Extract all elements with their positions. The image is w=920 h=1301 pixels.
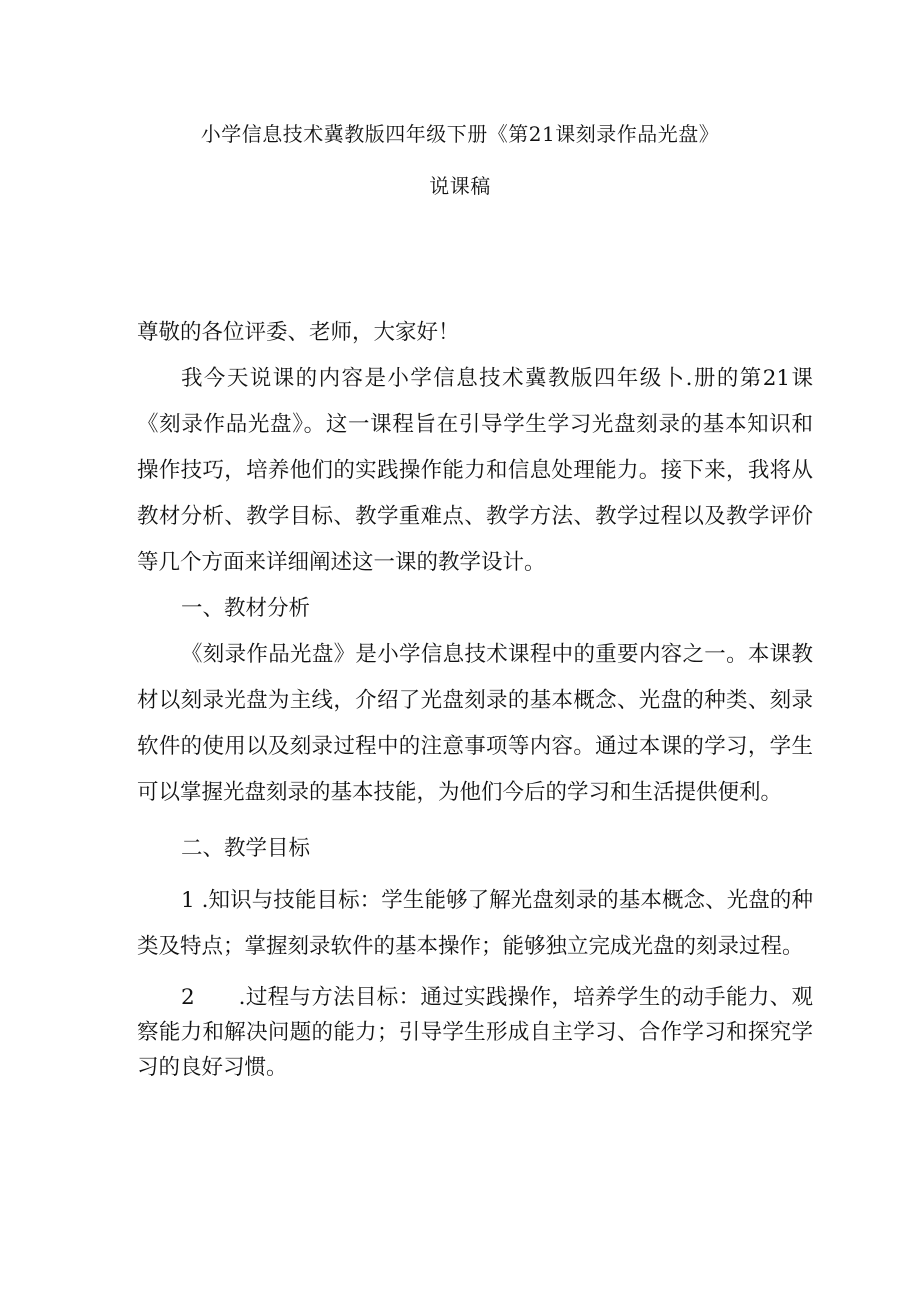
document-subtitle: 说课稿 bbox=[429, 174, 491, 198]
intro-paragraph: 我今天说课的内容是小学信息技术冀教版四年级卜.册的第21课《刻录作品光盘》。这一课程旨在引导学生学习光盘刻录的基本知识和操作技巧，培养他们的实践操作能力和信息处理能力。接下来，我将从教材分析、教学目标、教学重难点、教学方法、教学过程以及教学评价等几个方面来详细阐述这一课的教学设计。 bbox=[137, 366, 813, 575]
materials-paragraph: 《刻录作品光盘》是小学信息技术课程中的重要内容之一。本课教材以刻录光盘为主线，介绍了光盘刻录的基本概念、光盘的种类、刻录软件的使用以及刻录过程中的注意事项等内容。通过本课的学习，学生可以掌握光盘刻录的基本技能，为他们今后的学习和生活提供便利。 bbox=[137, 642, 813, 805]
goal-process-paragraph: 2 .过程与方法目标：通过实践操作，培养学生的动手能力、观察能力和解决问题的能力；引导学生形成自主学习、合作学习和探究学习的良好习惯。 bbox=[137, 985, 813, 1080]
section-heading-materials: 一、教材分析 bbox=[181, 596, 311, 621]
document-title: 小学信息技术冀教版四年级下册《第21课刻录作品光盘》 bbox=[200, 122, 720, 146]
greeting-paragraph: 尊敬的各位评委、老师，大家好！ bbox=[137, 320, 460, 345]
section-heading-goals: 二、教学目标 bbox=[181, 836, 311, 861]
document-body bbox=[137, 310, 813, 1085]
goal-knowledge-paragraph: 1 .知识与技能目标：学生能够了解光盘刻录的基本概念、光盘的种类及特点；掌握刻录软件的基本操作；能够独立完成光盘的刻录过程。 bbox=[137, 888, 813, 959]
